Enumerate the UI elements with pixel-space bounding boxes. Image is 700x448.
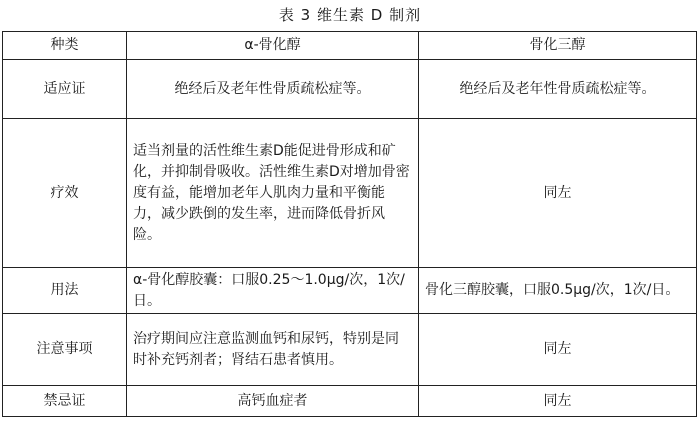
cell-calcitriol-precautions: 同左: [419, 314, 697, 386]
table-caption: 表 3 维生素 D 制剂: [278, 6, 422, 24]
cell-alfacalcidol-contraindications: 高钙血症者: [127, 386, 419, 417]
header-alfacalcidol: α-骨化醇: [127, 32, 419, 60]
table-row: [3, 314, 697, 386]
row-label-contraindications: 禁忌证: [3, 386, 127, 417]
header-calcitriol: 骨化三醇: [419, 32, 697, 60]
cell-alfacalcidol-efficacy: 适当剂量的活性维生素D能促进骨形成和矿化，并抑制骨吸收。活性维生素D对增加骨密度有益，能增加老年人肌肉力量和平衡能力，减少跌倒的发生率，进而降低骨折风险。: [127, 119, 419, 268]
cell-calcitriol-indication: 绝经后及老年性骨质疏松症等。: [419, 60, 697, 119]
table-row: [3, 386, 697, 417]
cell-alfacalcidol-indication: 绝经后及老年性骨质疏松症等。: [127, 60, 419, 119]
table-row: [3, 119, 697, 268]
row-label-usage: 用法: [3, 268, 127, 314]
table-row: [3, 268, 697, 314]
row-label-precautions: 注意事项: [3, 314, 127, 386]
header-category: 种类: [3, 32, 127, 60]
vitamin-d-table: [2, 31, 697, 417]
cell-calcitriol-usage: 骨化三醇胶囊，口服0.5μg/次，1次/日。: [419, 268, 697, 314]
row-label-indication: 适应证: [3, 60, 127, 119]
table-row: [3, 60, 697, 119]
cell-calcitriol-contraindications: 同左: [419, 386, 697, 417]
cell-alfacalcidol-precautions: 治疗期间应注意监测血钙和尿钙，特别是同时补充钙剂者；肾结石患者慎用。: [127, 314, 419, 386]
cell-alfacalcidol-usage: α-骨化醇胶囊：口服0.25～1.0μg/次，1次/日。: [127, 268, 419, 314]
row-label-efficacy: 疗效: [3, 119, 127, 268]
cell-calcitriol-efficacy: 同左: [419, 119, 697, 268]
table-header-row: [3, 32, 697, 60]
